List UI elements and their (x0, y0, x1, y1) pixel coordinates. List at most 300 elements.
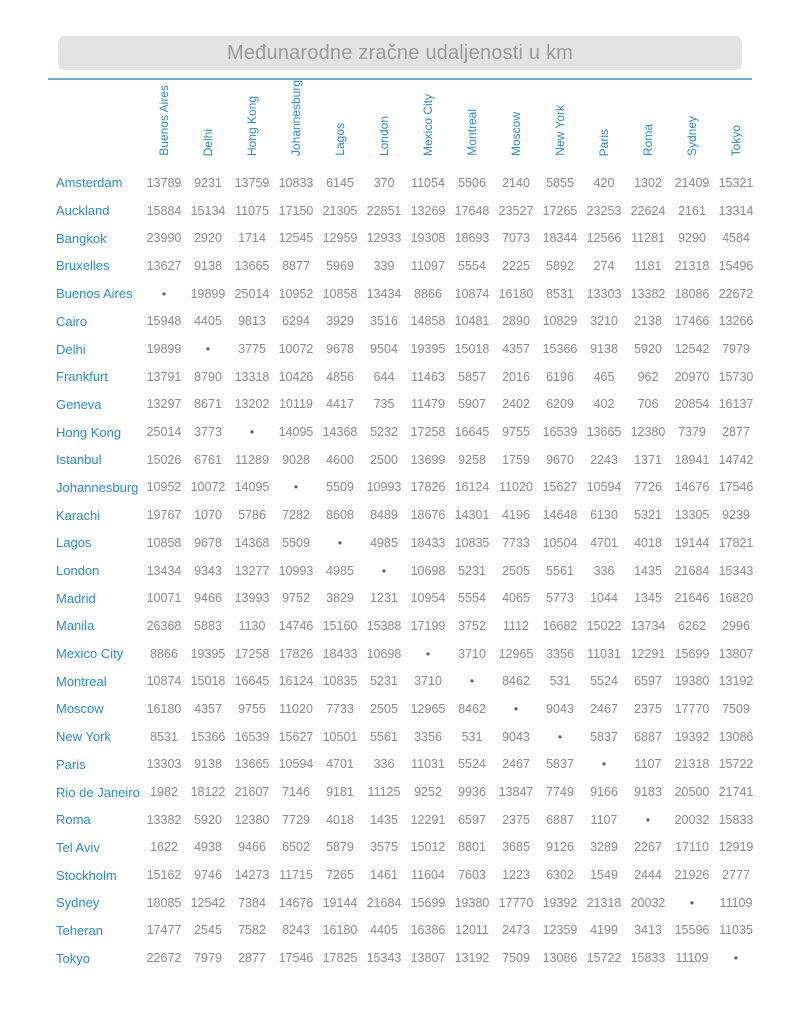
distance-cell: 2996 (722, 618, 750, 633)
distance-cell: 3773 (194, 425, 222, 440)
distance-cell: 9181 (326, 785, 354, 800)
distance-cell: 2140 (502, 175, 530, 190)
distance-cell: 2225 (502, 258, 530, 273)
distance-cell: 5837 (546, 757, 574, 772)
distance-cell: 1435 (370, 812, 398, 827)
distance-cell: 23527 (498, 203, 534, 218)
distance-cell: 9670 (546, 452, 574, 467)
distance-cell: 11031 (587, 646, 621, 661)
distance-cell: 5524 (590, 674, 618, 689)
distance-cell: 11031 (411, 757, 445, 772)
distance-cell: 19767 (146, 508, 182, 523)
distance-cell: 9138 (590, 342, 618, 357)
distance-cell: 13382 (146, 812, 182, 827)
distance-cell: 1302 (634, 175, 662, 190)
row-label: New York (56, 729, 111, 745)
distance-cell: 2375 (502, 812, 530, 827)
distance-cell: 3929 (326, 314, 354, 329)
distance-cell: 8866 (150, 646, 178, 661)
distance-cell: 16645 (454, 425, 490, 440)
distance-cell: 14301 (454, 508, 490, 523)
table-row-geneva (42, 391, 758, 419)
row-label: Moscow (56, 701, 104, 717)
distance-cell: 15018 (454, 342, 490, 357)
distance-cell: 2267 (634, 840, 662, 855)
distance-cell: 2016 (502, 369, 530, 384)
distance-cell: 9813 (238, 314, 266, 329)
distance-cell: 7146 (282, 785, 310, 800)
distance-cell: 9746 (194, 868, 222, 883)
distance-cell: 22851 (366, 203, 402, 218)
distance-cell: 11715 (279, 868, 313, 883)
column-header-label: Moscow (509, 112, 523, 157)
distance-cell: 20032 (630, 895, 666, 910)
distance-cell: 18086 (674, 286, 710, 301)
distance-cell: 5786 (238, 508, 266, 523)
distance-cell: 12959 (322, 231, 358, 246)
distance-cell: 5509 (282, 535, 310, 550)
distance-cell: 21409 (674, 175, 710, 190)
distance-cell: 13734 (630, 618, 666, 633)
distance-cell: 17258 (410, 425, 446, 440)
distance-cell: 15722 (718, 757, 754, 772)
distance-cell: 9028 (282, 452, 310, 467)
distance-cell: 4405 (370, 923, 398, 938)
self-distance-marker: • (645, 812, 651, 827)
distance-cell: 11020 (499, 480, 533, 495)
distance-cell: 15022 (586, 618, 622, 633)
distance-cell: 14858 (410, 314, 446, 329)
distance-cell: 2444 (634, 868, 662, 883)
distance-cell: 4065 (502, 591, 530, 606)
row-label: Paris (56, 756, 86, 772)
distance-cell: 2467 (590, 701, 618, 716)
distance-cell: 2375 (634, 701, 662, 716)
distance-cell: 9138 (194, 258, 222, 273)
distance-cell: 26368 (146, 618, 182, 633)
distance-cell: 2467 (502, 757, 530, 772)
distance-cell: 5920 (634, 342, 662, 357)
distance-cell: 3516 (370, 314, 398, 329)
row-label: Stockholm (56, 867, 117, 883)
column-header-label: Delhi (201, 128, 215, 157)
distance-cell: 4357 (194, 701, 222, 716)
distance-cell: 13791 (146, 369, 182, 384)
table-row-lagos (42, 529, 758, 557)
table-row-buenos-aires (42, 280, 758, 308)
distance-cell: 12566 (586, 231, 622, 246)
distance-cell: 16137 (718, 397, 754, 412)
distance-cell: 17770 (498, 895, 534, 910)
distance-cell: 2161 (678, 203, 706, 218)
distance-cell: 7384 (238, 895, 266, 910)
distance-cell: 9231 (194, 175, 222, 190)
distance-cell: 19144 (322, 895, 358, 910)
distance-cell: 6130 (590, 508, 618, 523)
page-title: Međunarodne zračne udaljenosti u km (226, 41, 574, 64)
distance-cell: 9678 (326, 342, 354, 357)
distance-cell: 15388 (366, 618, 402, 633)
distance-cell: 3210 (590, 314, 618, 329)
distance-cell: 17199 (410, 618, 446, 633)
distance-cell: 17770 (674, 701, 710, 716)
distance-cell: 2138 (634, 314, 662, 329)
column-header-label: Johannesburg (289, 80, 303, 157)
distance-cell: 21684 (366, 895, 402, 910)
distance-cell: 336 (373, 757, 395, 772)
distance-cell: 531 (549, 674, 571, 689)
distance-cell: 19144 (674, 535, 710, 550)
distance-cell: 13434 (146, 563, 182, 578)
distance-cell: 15134 (190, 203, 226, 218)
distance-cell: 14368 (234, 535, 270, 550)
distance-cell: 7733 (326, 701, 354, 716)
distance-cell: 15026 (146, 452, 182, 467)
row-label: Cairo (56, 313, 88, 329)
column-header-lagos (318, 80, 362, 169)
distance-cell: 6761 (194, 452, 222, 467)
distance-cell: 12965 (410, 701, 446, 716)
distance-cell: 5892 (546, 258, 574, 273)
distance-cell: 12919 (718, 840, 754, 855)
distance-cell: 9466 (238, 840, 266, 855)
distance-cell: 6502 (282, 840, 310, 855)
table-row-moscow (42, 695, 758, 723)
distance-cell: 7582 (238, 923, 266, 938)
distance-cell: 13807 (718, 646, 754, 661)
distance-cell: 17648 (454, 203, 490, 218)
distance-cell: 5883 (194, 618, 222, 633)
distance-cell: 5554 (458, 258, 486, 273)
distance-cell: 4856 (326, 369, 354, 384)
self-distance-marker: • (733, 951, 739, 966)
distance-cell: 5524 (458, 757, 486, 772)
row-label: Teheran (56, 922, 103, 938)
self-distance-marker: • (249, 425, 255, 440)
distance-cell: 3710 (458, 646, 486, 661)
distance-cell: 10858 (322, 286, 358, 301)
distance-cell: 11289 (235, 452, 269, 467)
distance-cell: 9678 (194, 535, 222, 550)
distance-cell: 4018 (634, 535, 662, 550)
distance-cell: 21684 (674, 563, 710, 578)
column-header-label: Tokyo (729, 124, 743, 157)
distance-cell: 15366 (190, 729, 226, 744)
distance-cell: 7979 (722, 342, 750, 357)
distance-cell: 18693 (454, 231, 490, 246)
distance-cell: 3356 (414, 729, 442, 744)
table-row-bruxelles (42, 252, 758, 280)
distance-cell: 21607 (234, 785, 270, 800)
row-label: Mexico City (56, 646, 124, 662)
self-distance-marker: • (513, 701, 519, 716)
distance-cell: 15012 (410, 840, 446, 855)
distance-cell: 4196 (502, 508, 530, 523)
distance-cell: 3829 (326, 591, 354, 606)
distance-cell: 9126 (546, 840, 574, 855)
self-distance-marker: • (381, 563, 387, 578)
distance-cell: 5907 (458, 397, 486, 412)
distance-cell: 15627 (278, 729, 314, 744)
row-label: Delhi (56, 341, 86, 357)
column-header-buenos-aires (142, 80, 186, 169)
distance-cell: 11125 (367, 785, 401, 800)
distance-cell: 15884 (146, 203, 182, 218)
distance-cell: 6597 (634, 674, 662, 689)
distance-cell: 19392 (542, 895, 578, 910)
column-header-london (362, 80, 406, 169)
distance-cell: 17466 (674, 314, 710, 329)
corner-cell (42, 80, 142, 169)
column-header-delhi (186, 80, 230, 169)
row-label: Geneva (56, 396, 102, 412)
distance-cell: 16539 (542, 425, 578, 440)
distance-cell: 7509 (722, 701, 750, 716)
distance-cell: 11020 (279, 701, 313, 716)
distance-cell: 3356 (546, 646, 574, 661)
distance-cell: 336 (593, 563, 615, 578)
column-header-tokyo (714, 80, 758, 169)
self-distance-marker: • (205, 342, 211, 357)
distance-cell: 9239 (722, 508, 750, 523)
distance-cell: 4938 (194, 840, 222, 855)
distance-cell: 9755 (238, 701, 266, 716)
table-row-roma (42, 806, 758, 834)
distance-cell: 10993 (366, 480, 402, 495)
distance-cell: 16180 (322, 923, 358, 938)
distance-cell: 19899 (146, 342, 182, 357)
distance-cell: 1982 (150, 785, 178, 800)
distance-cell: 6262 (678, 618, 706, 633)
distance-cell: 3413 (634, 923, 662, 938)
distance-cell: 8801 (458, 840, 486, 855)
distance-cell: 11109 (719, 895, 753, 910)
distance-cell: 21318 (674, 258, 710, 273)
column-header-label: Paris (597, 128, 611, 157)
distance-cell: 16124 (278, 674, 314, 689)
distance-cell: 11604 (411, 868, 445, 883)
distance-cell: 8866 (414, 286, 442, 301)
distance-cell: 22672 (146, 951, 182, 966)
distance-cell: 15833 (718, 812, 754, 827)
distance-cell: 2505 (502, 563, 530, 578)
distance-cell: 8790 (194, 369, 222, 384)
distance-cell: 2545 (194, 923, 222, 938)
table-row-stockholm (42, 861, 758, 889)
distance-cell: 4405 (194, 314, 222, 329)
distance-cell: 9183 (634, 785, 662, 800)
distance-cell: 6887 (546, 812, 574, 827)
distance-cell: 16820 (718, 591, 754, 606)
distance-cell: 4701 (326, 757, 354, 772)
distance-cell: 9752 (282, 591, 310, 606)
column-header-label: Buenos Aires (157, 85, 171, 157)
distance-cell: 4584 (722, 231, 750, 246)
distance-cell: 21741 (718, 785, 754, 800)
title-bar (58, 36, 742, 70)
row-label: Montreal (56, 673, 107, 689)
distance-cell: 2890 (502, 314, 530, 329)
distance-cell: 9504 (370, 342, 398, 357)
table-row-istanbul (42, 446, 758, 474)
distance-cell: 735 (373, 397, 395, 412)
distance-cell: 15722 (586, 951, 622, 966)
distance-cell: 370 (373, 175, 395, 190)
row-label: Madrid (56, 590, 96, 606)
distance-cell: 20970 (674, 369, 710, 384)
distance-cell: 10504 (542, 535, 578, 550)
distance-cell: 1107 (590, 812, 618, 827)
distance-cell: 22672 (718, 286, 754, 301)
distance-cell: 17546 (278, 951, 314, 966)
distance-cell: 2500 (370, 452, 398, 467)
distance-cell: 1181 (634, 258, 662, 273)
distance-cell: 7729 (282, 812, 310, 827)
distance-cell: 14742 (718, 452, 754, 467)
distance-cell: 1130 (238, 618, 266, 633)
row-label: Hong Kong (56, 424, 122, 440)
distance-cell: 17258 (234, 646, 270, 661)
distance-cell: 19380 (674, 674, 710, 689)
distance-cell: 10501 (322, 729, 358, 744)
distance-cell: 25014 (146, 425, 182, 440)
distance-cell: 9290 (678, 231, 706, 246)
distance-cell: 10874 (146, 674, 182, 689)
distance-cell: 14648 (542, 508, 578, 523)
distance-cell: 17110 (675, 840, 709, 855)
row-label: Bruxelles (56, 258, 110, 274)
distance-cell: 15699 (674, 646, 710, 661)
row-label: Frankfurt (56, 369, 109, 385)
distance-cell: 10071 (146, 591, 182, 606)
distance-cell: 5231 (370, 674, 398, 689)
distance-cell: 17546 (718, 480, 754, 495)
distance-cell: 13665 (586, 425, 622, 440)
self-distance-marker: • (557, 729, 563, 744)
distance-cell: 14095 (234, 480, 270, 495)
distance-cell: 274 (593, 258, 615, 273)
distance-cell: 2920 (194, 231, 222, 246)
distance-cell: 13627 (146, 258, 182, 273)
distance-cell: 10858 (146, 535, 182, 550)
distance-cell: 12933 (366, 231, 402, 246)
distance-cell: 5837 (590, 729, 618, 744)
distance-cell: 7282 (282, 508, 310, 523)
distance-cell: 13847 (498, 785, 534, 800)
distance-cell: 11035 (719, 923, 753, 938)
distance-cell: 15496 (718, 258, 754, 273)
distance-cell: 2877 (722, 425, 750, 440)
distance-cell: 7733 (502, 535, 530, 550)
column-header-label: London (377, 116, 391, 157)
distance-cell: 5879 (326, 840, 354, 855)
distance-cell: 3710 (414, 674, 442, 689)
distance-cell: 10698 (410, 563, 446, 578)
distance-cell: 5920 (194, 812, 222, 827)
distance-cell: 13807 (410, 951, 446, 966)
distance-cell: 10829 (542, 314, 578, 329)
distance-cell: 3752 (458, 618, 486, 633)
distance-cell: 8243 (282, 923, 310, 938)
distance-cell: 8671 (194, 397, 222, 412)
distance-cell: 12291 (630, 646, 666, 661)
distance-cell: 420 (593, 175, 615, 190)
distance-cell: 8489 (370, 508, 398, 523)
distance-cell: 2877 (238, 951, 266, 966)
distance-cell: 13699 (410, 452, 446, 467)
distance-cell: 12291 (410, 812, 446, 827)
distance-cell: 13665 (234, 258, 270, 273)
column-header-label: Roma (641, 124, 655, 157)
distance-cell: 18344 (542, 231, 578, 246)
row-label: Buenos Aires (56, 286, 133, 302)
distance-cell: 13318 (234, 369, 270, 384)
column-header-mexico-city (406, 80, 450, 169)
distance-cell: 9755 (502, 425, 530, 440)
distance-cell: 12359 (542, 923, 578, 938)
distance-cell: 7265 (326, 868, 354, 883)
distance-cell: 7509 (502, 951, 530, 966)
distance-cell: 644 (373, 369, 395, 384)
distance-cell: 706 (637, 397, 659, 412)
distance-cell: 13314 (718, 203, 754, 218)
distance-cell: 9936 (458, 785, 486, 800)
distance-cell: 6302 (546, 868, 574, 883)
distance-cell: 12965 (498, 646, 534, 661)
distance-cell: 11479 (411, 397, 445, 412)
distance-cell: 18433 (410, 535, 446, 550)
distance-cell: 14676 (674, 480, 710, 495)
distance-cell: 8462 (502, 674, 530, 689)
distance-cell: 17477 (146, 923, 182, 938)
distance-cell: 10481 (454, 314, 490, 329)
distance-cell: 6597 (458, 812, 486, 827)
distance-cell: 10594 (278, 757, 314, 772)
distance-cell: 10698 (366, 646, 402, 661)
distance-cell: 15321 (718, 175, 754, 190)
table-row-manila (42, 612, 758, 640)
distance-cell: 2505 (370, 701, 398, 716)
table-row-london (42, 557, 758, 585)
distance-cell: 9343 (194, 563, 222, 578)
distance-cell: 12380 (630, 425, 666, 440)
column-header-johannesburg (274, 80, 318, 169)
distance-cell: 21305 (322, 203, 358, 218)
table-row-madrid (42, 584, 758, 612)
distance-cell: 6887 (634, 729, 662, 744)
distance-cell: 16386 (410, 923, 446, 938)
column-header-sydney (670, 80, 714, 169)
distance-cell: 3575 (370, 840, 398, 855)
distance-cell: 2473 (502, 923, 530, 938)
self-distance-marker: • (293, 480, 299, 495)
distance-table (42, 80, 758, 972)
self-distance-marker: • (601, 757, 607, 772)
table-row-johannesburg (42, 474, 758, 502)
distance-cell: 15343 (366, 951, 402, 966)
column-header-hong-kong (230, 80, 274, 169)
distance-cell: 17150 (278, 203, 314, 218)
distance-cell: 19395 (190, 646, 226, 661)
distance-cell: 13269 (410, 203, 446, 218)
distance-cell: 10954 (410, 591, 446, 606)
distance-cell: 4357 (502, 342, 530, 357)
distance-cell: 13297 (146, 397, 182, 412)
distance-cell: 13305 (674, 508, 710, 523)
distance-cell: 3685 (502, 840, 530, 855)
distance-cell: 4600 (326, 452, 354, 467)
distance-cell: 1461 (370, 868, 398, 883)
